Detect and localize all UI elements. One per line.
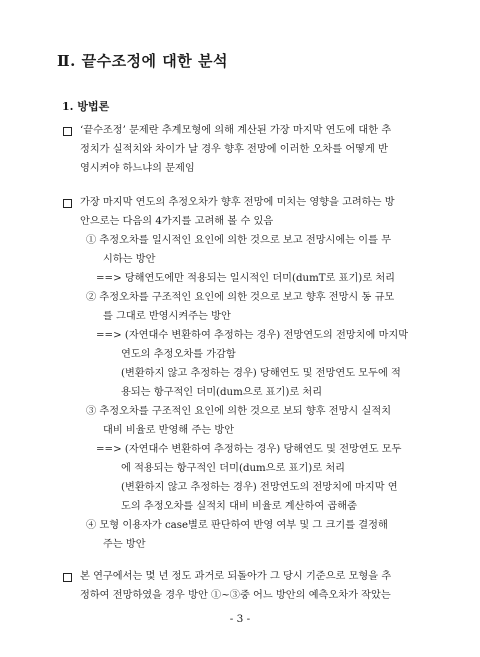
list-item-3: ③ 추정오차를 구조적인 요인에 의한 것으로 보되 향후 전망시 실적치: [86, 406, 392, 417]
paragraph-line: 본 연구에서는 몇 년 정도 과거로 되돌아가 그 당시 기준으로 모형을 추: [80, 571, 392, 582]
list-item-3-note-alt: (변환하지 않고 추정하는 경우) 전망연도의 전망치에 마지막 연: [121, 482, 398, 493]
list-item-2-note-alt: (변환하지 않고 추정하는 경우) 당해연도 및 전망연도 모두에 적: [121, 368, 401, 379]
list-item-1: ① 추정오차를 일시적인 요인에 의한 것으로 보고 전망시에는 이를 무: [86, 235, 392, 246]
list-item-2: ② 추정오차를 구조적인 요인에 의한 것으로 보고 향후 전망시 동 규모: [86, 292, 395, 303]
list-item-2-note: ==> (자연대수 변환하여 추정하는 경우) 전망연도의 전망치에 마지막: [96, 330, 409, 341]
paragraph-line: 영시켜야 하느냐의 문제임: [80, 163, 195, 174]
list-item-3-note-alt-cont: 도의 추정오차를 실적치 대비 비율로 계산하여 곱해줌: [121, 501, 357, 512]
list-item-2-cont: 를 그대로 반영시켜주는 방안: [103, 311, 231, 322]
list-item-2-note-alt-cont: 용되는 항구적인 더미(dum으로 표기)로 처리: [121, 387, 323, 398]
list-item-3-note: ==> (자연대수 변환하여 추정하는 경우) 당해연도 및 전망연도 모두: [96, 444, 402, 455]
list-item-3-note-cont: 에 적용되는 항구적인 더미(dum으로 표기)로 처리: [121, 463, 346, 474]
paragraph-line: 정하여 전망하였을 경우 방안 ①~③중 어느 방안의 예측오차가 작았는: [80, 590, 391, 601]
list-item-1-cont: 시하는 방안: [103, 254, 156, 265]
checkbox-bullet-icon: [63, 573, 72, 582]
subsection-heading: 1. 방법론: [62, 100, 110, 113]
list-item-2-note-cont: 연도의 추정오차를 가감함: [121, 349, 236, 360]
section-heading: Ⅱ. 끝수조정에 대한 분석: [57, 52, 228, 70]
checkbox-bullet-icon: [63, 199, 72, 208]
list-item-1-note: ==> 당해연도에만 적용되는 일시적인 더미(dumT로 표기)로 처리: [96, 273, 396, 284]
list-item-4: ④ 모형 이용자가 case별로 판단하여 반영 여부 및 그 크기를 결정해: [86, 520, 388, 531]
checkbox-bullet-icon: [63, 127, 72, 136]
paragraph-line: 안으로는 다음의 4가지를 고려해 볼 수 있음: [80, 216, 274, 227]
list-item-4-cont: 주는 방안: [103, 539, 146, 550]
paragraph-line: 가장 마지막 연도의 추정오차가 향후 전망에 미치는 영향을 고려하는 방: [80, 197, 395, 208]
paragraph-line: 정치가 실적치와 차이가 날 경우 향후 전망에 이러한 오차를 어떻게 반: [80, 144, 388, 155]
list-item-3-cont: 대비 비율로 반영해 주는 방안: [103, 425, 235, 436]
page-number: - 3 -: [229, 613, 251, 625]
paragraph-line: ‘끝수조정’ 문제란 추계모형에 의해 계산된 가장 마지막 연도에 대한 추: [80, 125, 392, 136]
